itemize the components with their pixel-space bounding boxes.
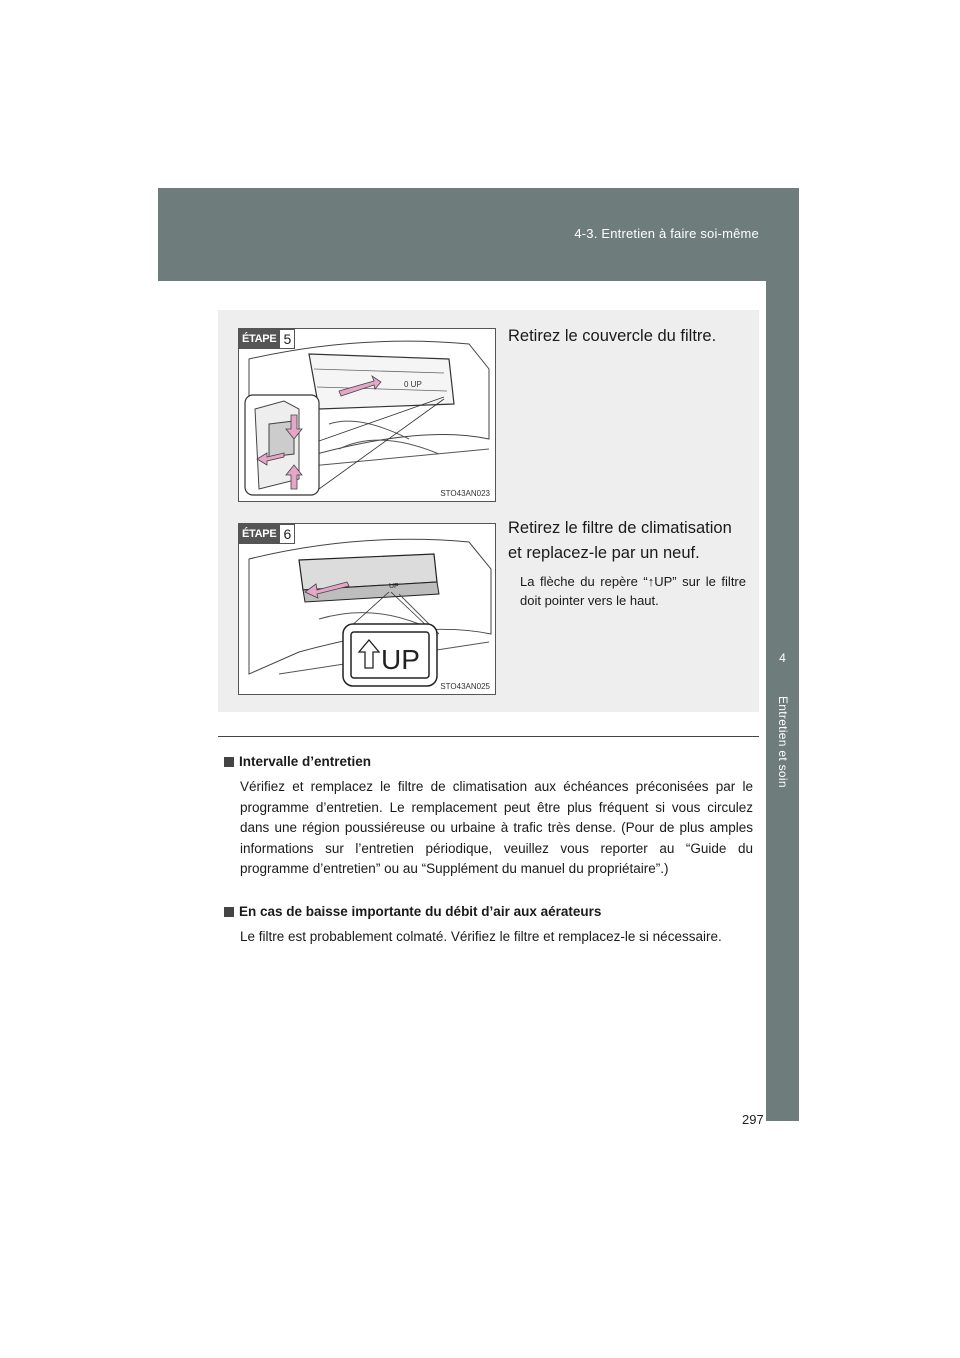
chapter-label: Entretien et soin [776, 696, 790, 788]
step-5-badge [239, 329, 295, 349]
filter-cover-drawing [239, 329, 495, 501]
step-6-note: La flèche du repère “↑UP” sur le filtre doit pointer vers le haut. [520, 574, 746, 608]
step-badge-label: ÉTAPE [239, 524, 279, 544]
svg-text:UP: UP [389, 583, 399, 590]
section-divider [218, 736, 759, 737]
image-code: STO43AN023 [440, 489, 490, 498]
step-number: 6 [279, 524, 295, 544]
step-5-instruction: Retirez le couvercle du filtre. [508, 327, 717, 345]
step-6-badge [239, 524, 295, 544]
up-label: UP [381, 644, 420, 675]
square-bullet-icon [224, 757, 234, 767]
header-band [158, 188, 799, 281]
image-code: STO43AN025 [440, 682, 490, 691]
maintenance-interval-text: Vérifiez et remplacez le filtre de climatisation aux échéances préconisées par le programme d’entretien. Le remplacement peut être plus fréquent si vous circulez dans une région poussiéreuse ou urbaine à trafic très dense. (Pour de plus amples informations sur l’entretien périodique, veuillez vous reporter au “Guide du programme d’entretien” ou au “Supplément du manuel du propriétaire”.) [240, 779, 753, 876]
step-badge-label: ÉTAPE [239, 329, 279, 349]
chapter-number: 4 [779, 651, 786, 665]
section-title: 4-3. Entretien à faire soi-même [574, 226, 759, 241]
step-5-illustration [238, 328, 496, 502]
airflow-drop-heading [224, 904, 601, 919]
airflow-drop-text: Le filtre est probablement colmaté. Vérifiez le filtre et remplacez-le si nécessaire. [240, 929, 722, 944]
step-number: 5 [279, 329, 295, 349]
page-number: 297 [742, 1112, 764, 1127]
steps-panel [218, 310, 759, 712]
heading-text: Intervalle d’entretien [239, 754, 372, 769]
square-bullet-icon [224, 907, 234, 917]
filter-replacement-drawing [239, 524, 495, 694]
step-6-illustration [238, 523, 496, 695]
chapter-side-tab [766, 281, 799, 1121]
step-6-instruction: Retirez le filtre de climatisation et replacez-le par un neuf. [508, 519, 732, 562]
svg-text:0 UP: 0 UP [404, 380, 422, 389]
maintenance-interval-heading [224, 754, 371, 769]
heading-text: En cas de baisse importante du débit d’air aux aérateurs [239, 904, 602, 919]
